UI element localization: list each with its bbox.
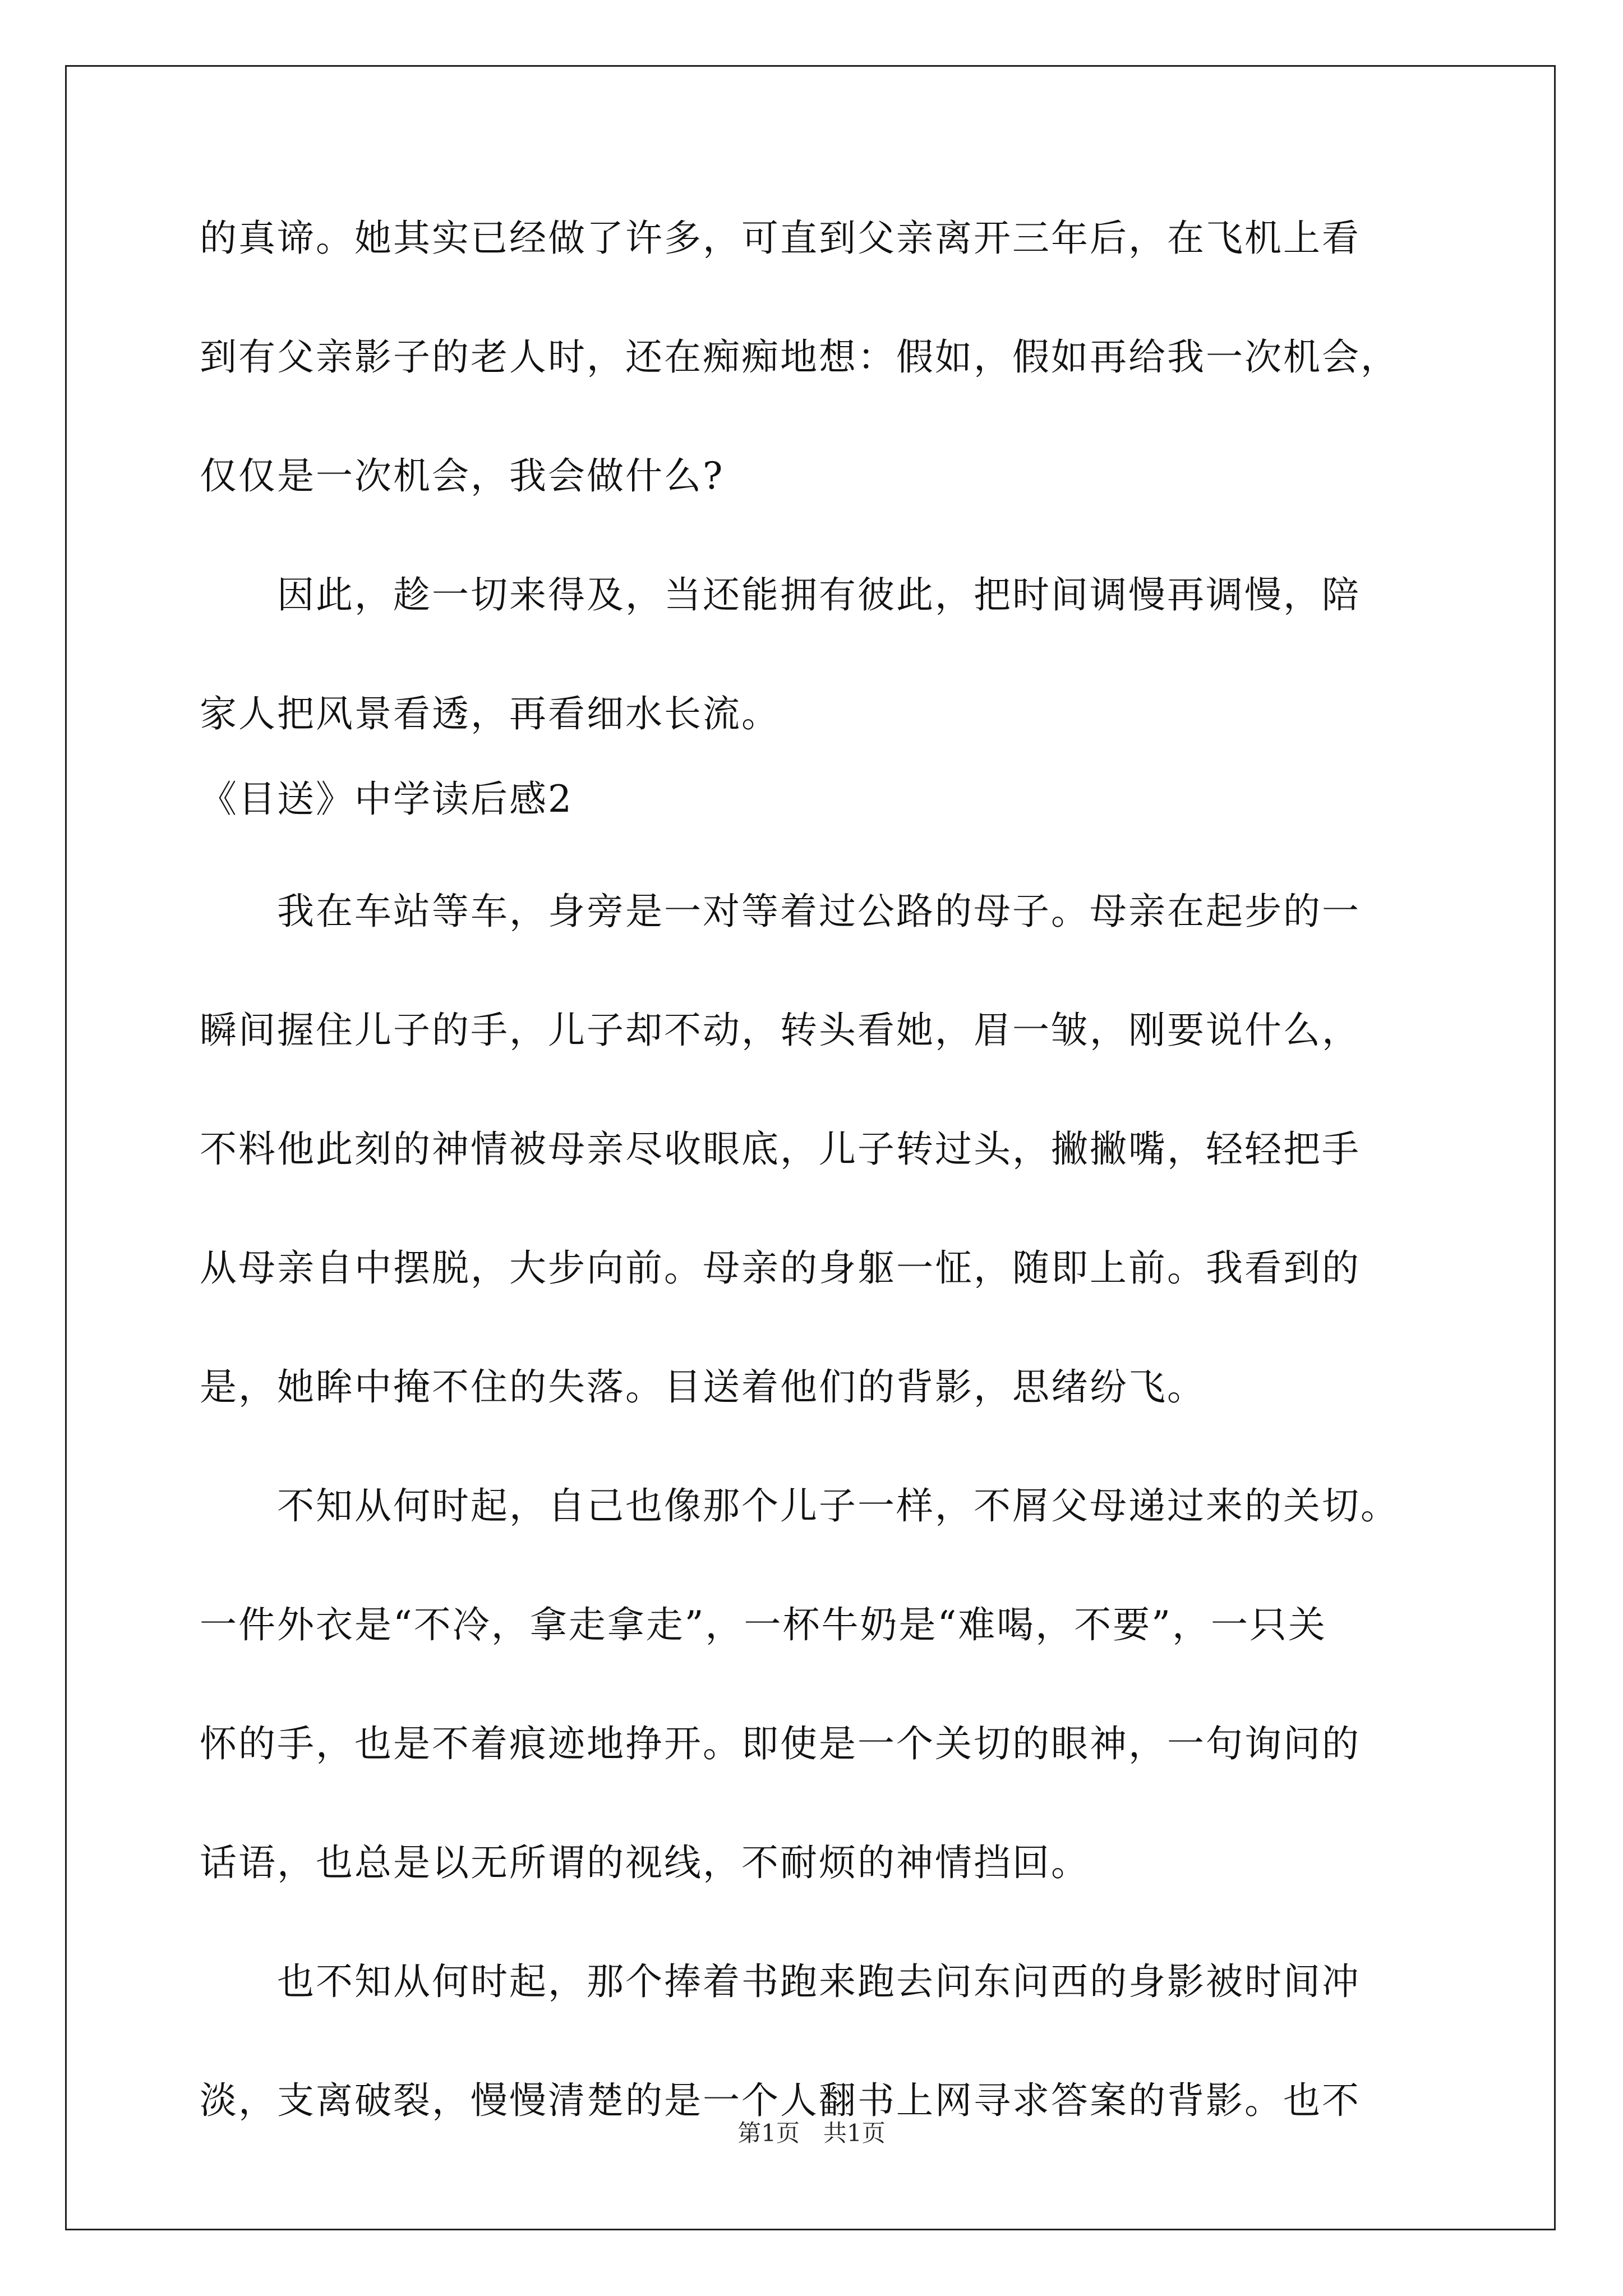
text-line: 到有父亲影子的老人时，还在痴痴地想：假如，假如再给我一次机会， bbox=[200, 335, 1399, 379]
text-line: 淡，支离破裂，慢慢清楚的是一个人翻书上网寻求答案的背影。也不 bbox=[200, 2079, 1361, 2122]
text-line: 的真谛。她其实已经做了许多，可直到父亲离开三年后，在飞机上看 bbox=[200, 217, 1361, 260]
text-line: 瞬间握住儿子的手，儿子却不动，转头看她，眉一皱，刚要说什么， bbox=[200, 1009, 1361, 1052]
text-line: 仅仅是一次机会，我会做什么? bbox=[200, 454, 725, 498]
text-line: 是，她眸中掩不住的失落。目送着他们的背影，思绪纷飞。 bbox=[200, 1365, 1206, 1409]
page-footer: 第1页 共1页 bbox=[737, 2119, 886, 2147]
text-line: 我在车站等车，身旁是一对等着过公路的母子。母亲在起步的一 bbox=[200, 890, 1361, 933]
text-line: 不料他此刻的神情被母亲尽收眼底，儿子转过头，撇撇嘴，轻轻把手 bbox=[200, 1128, 1361, 1171]
text-line: 因此，趁一切来得及，当还能拥有彼此，把时间调慢再调慢，陪 bbox=[200, 573, 1361, 616]
section-heading: 《目送》中学读后感2 bbox=[200, 777, 573, 821]
text-line: 话语，也总是以无所谓的视线，不耐烦的神情挡回。 bbox=[200, 1841, 1090, 1884]
text-line: 也不知从何时起，那个捧着书跑来跑去问东问西的身影被时间冲 bbox=[200, 1960, 1361, 2003]
text-line: 一件外衣是“不冷，拿走拿走”，一杯牛奶是“难喝，不要”，一只关 bbox=[200, 1603, 1327, 1646]
text-line: 从母亲自中摆脱，大步向前。母亲的身躯一怔，随即上前。我看到的 bbox=[200, 1246, 1361, 1290]
text-line: 家人把风景看透，再看细水长流。 bbox=[200, 692, 780, 735]
text-line: 怀的手，也是不着痕迹地挣开。即使是一个关切的眼神，一句询问的 bbox=[200, 1722, 1361, 1765]
text-line: 不知从何时起，自己也像那个儿子一样，不屑父母递过来的关切。 bbox=[200, 1484, 1399, 1527]
